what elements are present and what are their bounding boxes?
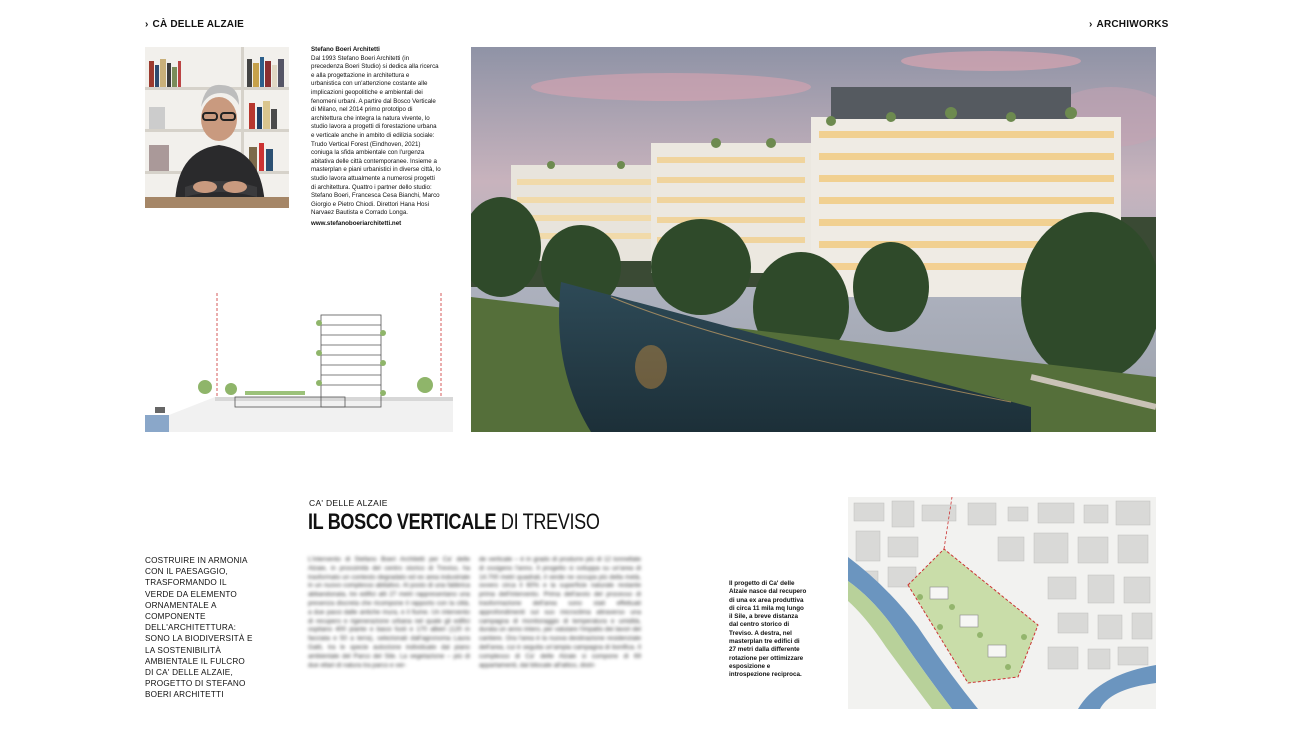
bio-title: Stefano Boeri Architetti — [311, 46, 380, 53]
article-column-1: L'intervento di Stefano Boeri Architetti per Ca' delle Alzaie, in prossimità del centro storico di Treviso, ha trasformato un contesto degradato ed ex area industriale in un nuovo complesso abitativo. Al posto di una fabbrica abbandonata, tre edifici alti 27 metri rappresentano una presenza discreta che ricompone il rapporto con la città, a due passi dalle antiche mura, e il fiume. Un intervento di recupero e rigenerazione urbana nel quale gli edifici ospitano 400 piante e bassi fusti e 170 alberi (120 in facciata e 50 a terra), selezionati dall'agronoma Laura Gatti, tra le specie autoctone individuate dal piano ambientale del Parco del Sile. La vegetazione – più di due ettari di natura tra parco e ver- — [308, 556, 470, 669]
building-river-photo — [471, 47, 1156, 432]
header-left — [145, 19, 244, 30]
image-caption: Il progetto di Ca' delle Alzaie nasce dal recupero di una ex area produttiva di circa 11 mila mq lungo il Sile, a breve distanza dal centro storico di Treviso. A destra, nel masterplan tre edifici di 27 metri dalla differente rotazione per ottimizzare esposizione e introspezione reciproca. — [729, 580, 807, 679]
article-column-2: de verticale – è in grado di produrre più di 12 tonnellate di ossigeno l'anno. Il progetto si sviluppa su un'area di 14.700 metri quadrati, il verde ne occupa più della metà, ovvero circa il 60% e la superficie naturale restante prima dell'intervento. Prima dell'avvio del processo di trasformazione dell'area sono stati effettuati approfondimenti sul suo microclima attraverso una campagna di monitoraggio di temperatura e umidità, durata un anno intero, per valutare l'impatto dei lavori del cantiere. Ora l'area è la nuova destinazione residenziale dell'area, cui è seguita un'ampia campagna di bonifica. Il complesso di Ca' delle Alzaie si compone di 69 appartamenti, dal bilocale all'attico, distri- — [479, 556, 641, 669]
article-title-light: DI TREVISO — [500, 509, 600, 534]
header-right — [1089, 19, 1169, 30]
header-left-label: CÀ DELLE ALZAIE — [152, 19, 245, 30]
article-lead: COSTRUIRE IN ARMONIA CON IL PAESAGGIO, TRASFORMANDO IL VERDE DA ELEMENTO ORNAMENTALE A COMPONENTE DELL'ARCHITETTURA: SONO LA BIODIVERSITÀ E LA SOSTENIBILITÀ AMBIENTALE IL FULCRO DI CA' DELLE ALZAIE, PROGETTO DI STEFANO BOERI ARCHITETTI — [145, 556, 253, 700]
header-right-label: ARCHIWORKS — [1096, 19, 1169, 30]
bio-text: Dal 1993 Stefano Boeri Architetti (in precedenza Boeri Studio) si dedica alla ricerca e alla progettazione in architettura e urbanistica con un'attenzione costante alle implicazioni geopolitiche e ambientali dei fenomeni urbani. A partire dal Bosco Verticale di Milano, nel 2014 primo prototipo di architettura che integra la natura vivente, lo studio lavora a progetti di forestazione urbana e verticale anche in ambito di edilizia sociale: Trudo Vertical Forest (Eindhoven, 2021) coniuga la sfida ambientale con l'urgenza abitativa delle città contemporanee. Insieme a masterplan e piani urbanistici in diverse città, lo studio lavora attualmente a numerosi progetti di architettura. Quattro i partner dello studio: Stefano Boeri, Francesca Cesa Bianchi, Marco Giorgio e Pietro Chiodi. Direttori Hana Hosi Narvaez Bautista e Corrado Longa. — [311, 54, 441, 217]
article-kicker: CA' DELLE ALZAIE — [309, 498, 388, 508]
site-masterplan-map — [848, 497, 1156, 709]
architect-bio — [311, 46, 441, 228]
chevron-right-icon: › — [145, 19, 149, 30]
portrait-photo — [145, 47, 289, 208]
bio-website: www.stefanoboeriarchitetti.net — [311, 219, 402, 227]
article-title-bold: IL BOSCO VERTICALE — [308, 509, 497, 534]
building-section-drawing — [145, 293, 453, 432]
chevron-right-icon: › — [1089, 19, 1093, 30]
article-title — [308, 509, 600, 535]
